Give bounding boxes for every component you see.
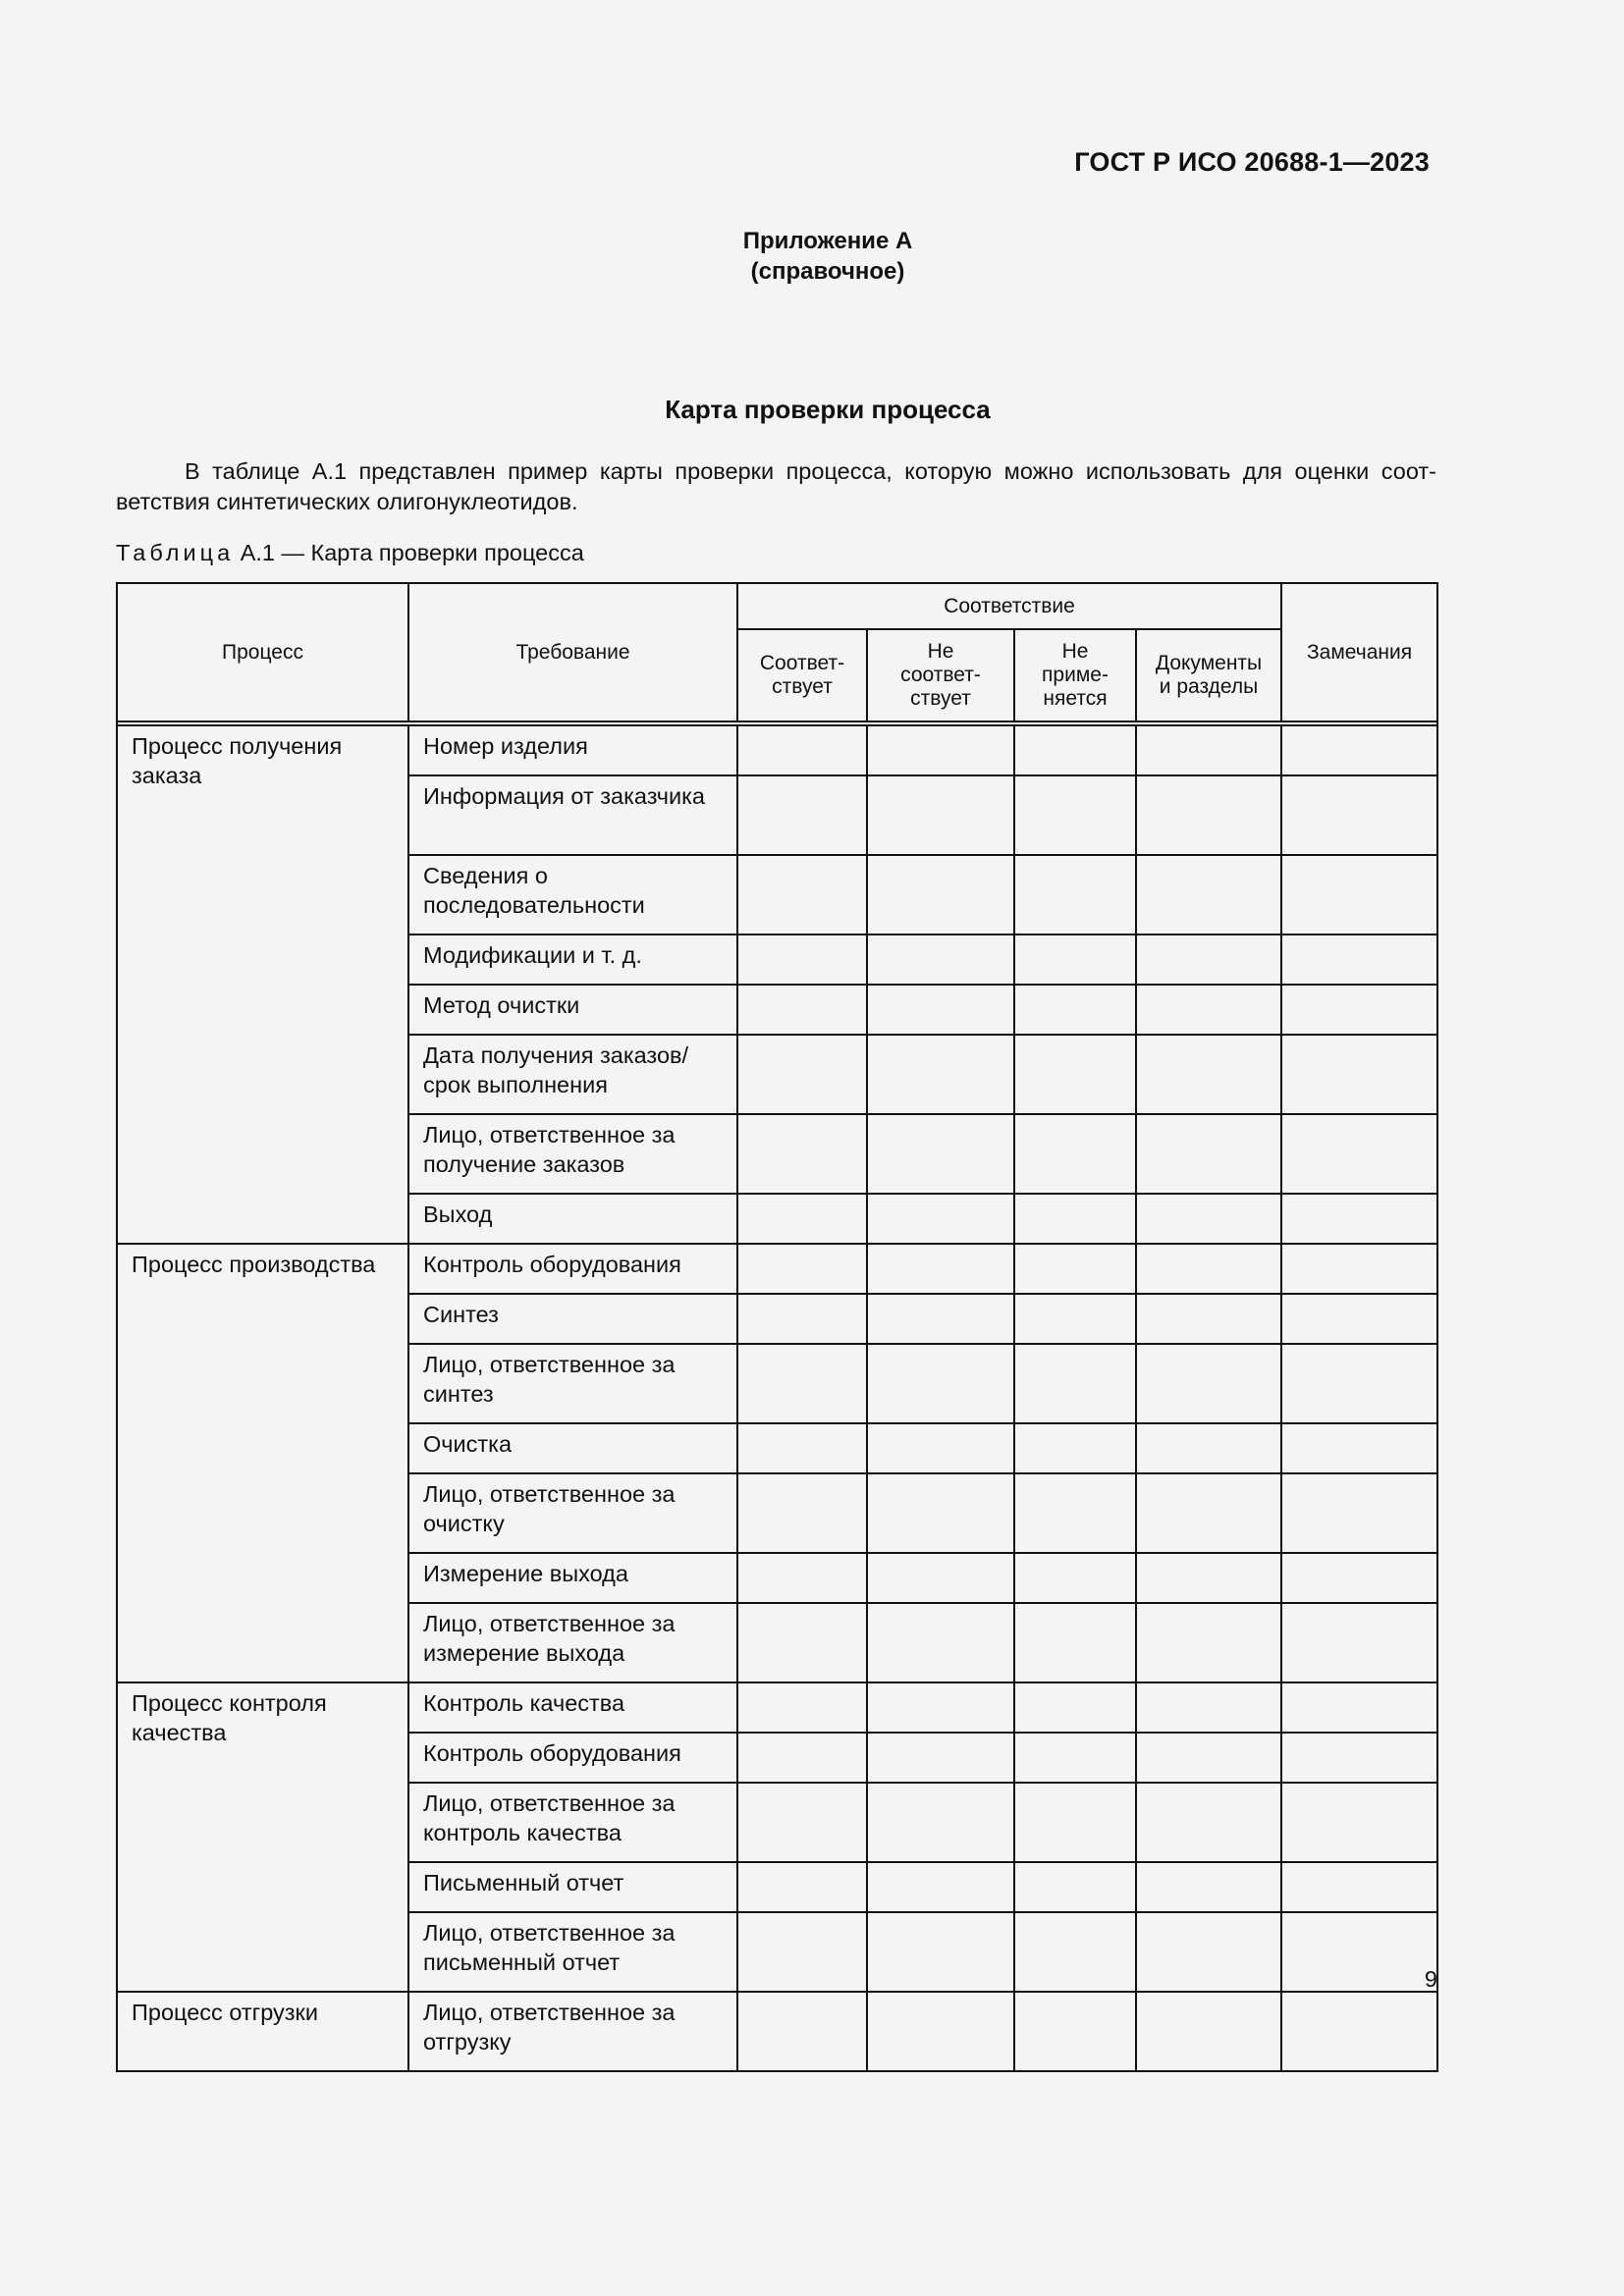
documents-cell[interactable] (1136, 1682, 1281, 1733)
header-not-applicable: Не приме- няется (1014, 629, 1136, 721)
not-conforms-cell[interactable] (867, 1992, 1014, 2071)
documents-cell[interactable] (1136, 1733, 1281, 1783)
not-applicable-cell[interactable] (1014, 1473, 1136, 1553)
remarks-cell[interactable] (1281, 775, 1437, 855)
not-conforms-cell[interactable] (867, 1733, 1014, 1783)
header-remarks: Замечания (1281, 583, 1437, 721)
conforms-cell[interactable] (737, 1992, 867, 2071)
documents-cell[interactable] (1136, 725, 1281, 775)
remarks-cell[interactable] (1281, 1244, 1437, 1294)
conforms-cell[interactable] (737, 1344, 867, 1423)
remarks-cell[interactable] (1281, 1733, 1437, 1783)
process-check-table (116, 582, 1438, 2072)
documents-cell[interactable] (1136, 1244, 1281, 1294)
remarks-cell[interactable] (1281, 985, 1437, 1035)
conforms-cell[interactable] (737, 1603, 867, 1682)
requirement-cell: Модификации и т. д. (408, 934, 737, 985)
documents-cell[interactable] (1136, 1553, 1281, 1603)
not-conforms-cell[interactable] (867, 1194, 1014, 1244)
conforms-cell[interactable] (737, 775, 867, 855)
not-conforms-cell[interactable] (867, 985, 1014, 1035)
table-row (117, 725, 1437, 775)
documents-cell[interactable] (1136, 1992, 1281, 2071)
not-applicable-cell[interactable] (1014, 1194, 1136, 1244)
conforms-cell[interactable] (737, 1733, 867, 1783)
conforms-cell[interactable] (737, 1035, 867, 1114)
header-documents: Документы и разделы (1136, 629, 1281, 721)
not-applicable-cell[interactable] (1014, 775, 1136, 855)
page-number: 9 (1424, 1966, 1437, 1992)
conforms-cell[interactable] (737, 1194, 867, 1244)
not-applicable-cell[interactable] (1014, 1992, 1136, 2071)
conforms-cell[interactable] (737, 725, 867, 775)
remarks-cell[interactable] (1281, 1783, 1437, 1862)
requirement-cell: Лицо, ответственное за отгрузку (408, 1992, 737, 2071)
documents-cell[interactable] (1136, 1862, 1281, 1912)
not-applicable-cell[interactable] (1014, 985, 1136, 1035)
requirement-cell: Измерение выхода (408, 1553, 737, 1603)
process-cell: Процесс получения заказа (117, 725, 408, 1244)
conforms-cell[interactable] (737, 1862, 867, 1912)
requirement-cell: Письменный отчет (408, 1862, 737, 1912)
conforms-cell[interactable] (737, 934, 867, 985)
table-row (117, 1682, 1437, 1733)
remarks-cell[interactable] (1281, 1194, 1437, 1244)
remarks-cell[interactable] (1281, 1114, 1437, 1194)
header-not-conforms: Не соответ- ствует (867, 629, 1014, 721)
not-conforms-cell[interactable] (867, 1473, 1014, 1553)
requirement-cell: Контроль оборудования (408, 1733, 737, 1783)
conforms-cell[interactable] (737, 1114, 867, 1194)
conforms-cell[interactable] (737, 1244, 867, 1294)
requirement-cell: Очистка (408, 1423, 737, 1473)
requirement-cell: Лицо, ответственное за очистку (408, 1473, 737, 1553)
table-body (117, 725, 1437, 2071)
not-applicable-cell[interactable] (1014, 1344, 1136, 1423)
remarks-cell[interactable] (1281, 1035, 1437, 1114)
documents-cell[interactable] (1136, 1423, 1281, 1473)
table-caption (116, 540, 584, 566)
intro-line-1: В таблице А.1 представлен пример карты проверки процесса, которую можно использовать для оценки соот- (185, 458, 1436, 484)
remarks-cell[interactable] (1281, 1553, 1437, 1603)
not-conforms-cell[interactable] (867, 1294, 1014, 1344)
remarks-cell[interactable] (1281, 1912, 1437, 1992)
not-applicable-cell[interactable] (1014, 1682, 1136, 1733)
appendix-title: Приложение А (742, 228, 913, 254)
documents-cell[interactable] (1136, 1114, 1281, 1194)
requirement-cell: Дата получения заказов/ срок выполнения (408, 1035, 737, 1114)
table-row (117, 1244, 1437, 1294)
remarks-cell[interactable] (1281, 1473, 1437, 1553)
requirement-cell: Контроль оборудования (408, 1244, 737, 1294)
not-conforms-cell[interactable] (867, 1244, 1014, 1294)
remarks-cell[interactable] (1281, 1294, 1437, 1344)
documents-cell[interactable] (1136, 1473, 1281, 1553)
conforms-cell[interactable] (737, 1783, 867, 1862)
documents-cell[interactable] (1136, 1035, 1281, 1114)
conforms-cell[interactable] (737, 985, 867, 1035)
not-conforms-cell[interactable] (867, 1553, 1014, 1603)
table-caption-text: А.1 — Карта проверки процесса (240, 540, 584, 565)
remarks-cell[interactable] (1281, 1862, 1437, 1912)
requirement-cell: Выход (408, 1194, 737, 1244)
section-title: Карта проверки процесса (665, 395, 991, 424)
requirement-cell: Синтез (408, 1294, 737, 1344)
not-applicable-cell[interactable] (1014, 1553, 1136, 1603)
remarks-cell[interactable] (1281, 1992, 1437, 2071)
remarks-cell[interactable] (1281, 725, 1437, 775)
remarks-cell[interactable] (1281, 855, 1437, 934)
not-applicable-cell[interactable] (1014, 725, 1136, 775)
not-conforms-cell[interactable] (867, 1423, 1014, 1473)
documents-cell[interactable] (1136, 855, 1281, 934)
not-conforms-cell[interactable] (867, 855, 1014, 934)
requirement-cell: Информация от заказчика (408, 775, 737, 855)
requirement-cell: Лицо, ответственное за письменный отчет (408, 1912, 737, 1992)
requirement-cell: Лицо, ответственное за синтез (408, 1344, 737, 1423)
conforms-cell[interactable] (737, 1294, 867, 1344)
remarks-cell[interactable] (1281, 1682, 1437, 1733)
not-applicable-cell[interactable] (1014, 1783, 1136, 1862)
standard-code: ГОСТ Р ИСО 20688-1—2023 (1074, 147, 1430, 177)
not-applicable-cell[interactable] (1014, 1733, 1136, 1783)
process-cell: Процесс отгрузки (117, 1992, 408, 2071)
not-conforms-cell[interactable] (867, 1035, 1014, 1114)
documents-cell[interactable] (1136, 934, 1281, 985)
conforms-cell[interactable] (737, 1682, 867, 1733)
not-conforms-cell[interactable] (867, 775, 1014, 855)
documents-cell[interactable] (1136, 775, 1281, 855)
documents-cell[interactable] (1136, 1294, 1281, 1344)
not-applicable-cell[interactable] (1014, 1114, 1136, 1194)
not-applicable-cell[interactable] (1014, 934, 1136, 985)
conforms-cell[interactable] (737, 1423, 867, 1473)
not-applicable-cell[interactable] (1014, 1862, 1136, 1912)
documents-cell[interactable] (1136, 1603, 1281, 1682)
remarks-cell[interactable] (1281, 1423, 1437, 1473)
documents-cell[interactable] (1136, 1344, 1281, 1423)
requirement-cell: Метод очистки (408, 985, 737, 1035)
intro-line-2: ветствия синтетических олигонуклеотидов. (116, 489, 578, 514)
conforms-cell[interactable] (737, 1553, 867, 1603)
remarks-cell[interactable] (1281, 1603, 1437, 1682)
process-cell: Процесс контроля качества (117, 1682, 408, 1992)
not-conforms-cell[interactable] (867, 1344, 1014, 1423)
not-applicable-cell[interactable] (1014, 1423, 1136, 1473)
not-applicable-cell[interactable] (1014, 1294, 1136, 1344)
not-conforms-cell[interactable] (867, 934, 1014, 985)
table-caption-label: Таблица (116, 540, 235, 565)
documents-cell[interactable] (1136, 985, 1281, 1035)
not-applicable-cell[interactable] (1014, 1912, 1136, 1992)
requirement-cell: Лицо, ответственное за получение заказов (408, 1114, 737, 1194)
documents-cell[interactable] (1136, 1194, 1281, 1244)
remarks-cell[interactable] (1281, 934, 1437, 985)
not-conforms-cell[interactable] (867, 1682, 1014, 1733)
documents-cell[interactable] (1136, 1783, 1281, 1862)
process-cell: Процесс производства (117, 1244, 408, 1682)
requirement-cell: Сведения о последовательности (408, 855, 737, 934)
not-conforms-cell[interactable] (867, 1783, 1014, 1862)
appendix-heading (0, 226, 1624, 287)
not-conforms-cell[interactable] (867, 1862, 1014, 1912)
header-process: Процесс (117, 583, 408, 721)
header-conforms: Соответ- ствует (737, 629, 867, 721)
documents-cell[interactable] (1136, 1912, 1281, 1992)
not-applicable-cell[interactable] (1014, 1603, 1136, 1682)
not-conforms-cell[interactable] (867, 1603, 1014, 1682)
requirement-cell: Лицо, ответственное за измерение выхода (408, 1603, 737, 1682)
table-row (117, 1992, 1437, 2071)
intro-paragraph (116, 456, 1436, 517)
not-conforms-cell[interactable] (867, 725, 1014, 775)
conforms-cell[interactable] (737, 855, 867, 934)
requirement-cell: Лицо, ответственное за контроль качества (408, 1783, 737, 1862)
requirement-cell: Номер изделия (408, 725, 737, 775)
not-conforms-cell[interactable] (867, 1114, 1014, 1194)
header-conformity: Соответствие (737, 583, 1281, 629)
header-requirement: Требование (408, 583, 737, 721)
requirement-cell: Контроль качества (408, 1682, 737, 1733)
appendix-subtitle: (справочное) (750, 258, 905, 285)
not-applicable-cell[interactable] (1014, 855, 1136, 934)
conforms-cell[interactable] (737, 1473, 867, 1553)
not-applicable-cell[interactable] (1014, 1244, 1136, 1294)
not-applicable-cell[interactable] (1014, 1035, 1136, 1114)
remarks-cell[interactable] (1281, 1344, 1437, 1423)
conforms-cell[interactable] (737, 1912, 867, 1992)
not-conforms-cell[interactable] (867, 1912, 1014, 1992)
